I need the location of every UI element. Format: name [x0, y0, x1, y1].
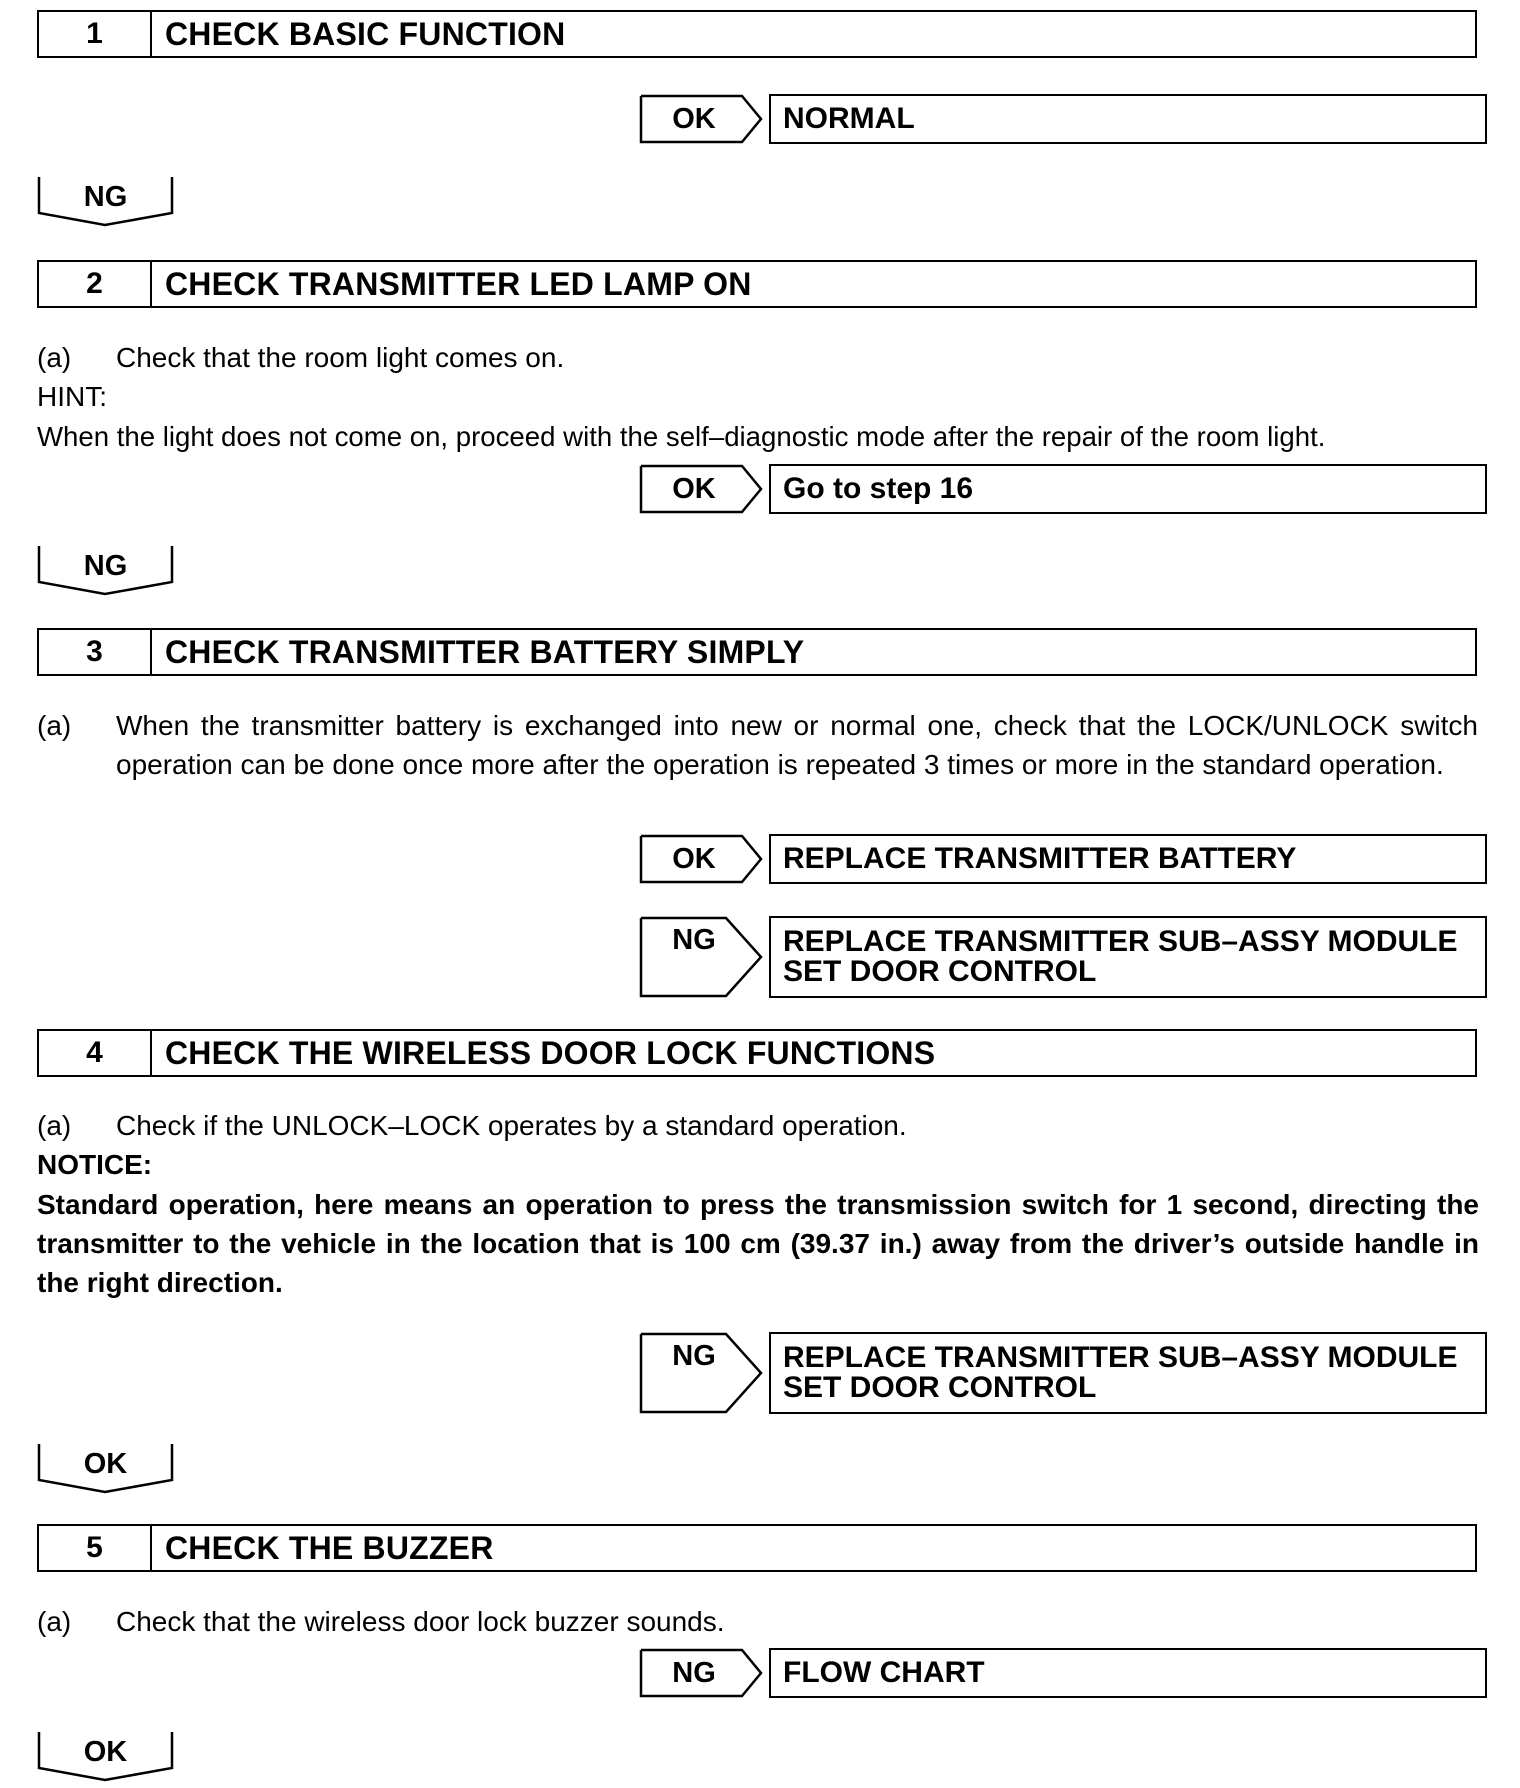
result-text: NORMAL	[783, 102, 915, 135]
item-marker: (a)	[37, 1110, 72, 1141]
step-number: 3	[39, 630, 152, 674]
item-marker: (a)	[37, 1606, 72, 1637]
ok-label: OK	[672, 103, 716, 135]
result-text-line2: SET DOOR CONTROL	[783, 955, 1097, 988]
step-2-header	[37, 260, 1477, 308]
instruction-text: Check if the UNLOCK–LOCK operates by a standard operation.	[116, 1110, 907, 1141]
step-title: CHECK TRANSMITTER LED LAMP ON	[165, 265, 752, 302]
step-title: CHECK TRANSMITTER BATTERY SIMPLY	[165, 633, 805, 670]
result-box	[769, 464, 1487, 514]
step-title: CHECK THE BUZZER	[165, 1529, 494, 1566]
result-box	[769, 1332, 1487, 1414]
result-box	[769, 94, 1487, 144]
instruction-text: Check that the room light comes on.	[116, 342, 565, 373]
ng-label: NG	[83, 549, 128, 582]
step-4-ok-arrow[interactable]	[37, 1444, 174, 1494]
step-5-ok-arrow[interactable]	[37, 1732, 174, 1782]
step-1-ng-arrow[interactable]	[37, 177, 174, 227]
result-text-line1: REPLACE TRANSMITTER SUB–ASSY MODULE	[783, 925, 1458, 958]
notice-label: NOTICE:	[37, 1149, 153, 1180]
step-number: 4	[39, 1031, 152, 1075]
step-2-ng-arrow[interactable]	[37, 546, 174, 596]
instruction-text: When the transmitter battery is exchanged into new or normal one, check that the LOCK/UNLOCK switch operation can be done once more after the operation is repeated 3 times or more in the standard operation.	[116, 710, 1478, 780]
result-text: REPLACE TRANSMITTER BATTERY	[783, 842, 1297, 875]
step-title: CHECK THE WIRELESS DOOR LOCK FUNCTIONS	[165, 1034, 936, 1071]
step-number: 2	[39, 262, 152, 306]
result-text-line1: REPLACE TRANSMITTER SUB–ASSY MODULE	[783, 1341, 1458, 1374]
step-number: 1	[39, 12, 152, 56]
step-1-header	[37, 10, 1477, 58]
step-number: 5	[39, 1526, 152, 1570]
hint-text: When the light does not come on, proceed with the self–diagnostic mode after the repair of the room light.	[37, 421, 1326, 452]
step-3-header	[37, 628, 1477, 676]
step-5-header	[37, 1524, 1477, 1572]
result-text: FLOW CHART	[783, 1656, 985, 1689]
result-box	[769, 834, 1487, 884]
ng-label: NG	[672, 1340, 716, 1372]
result-text: Go to step 16	[783, 472, 974, 505]
hint-label: HINT:	[37, 381, 107, 412]
item-marker: (a)	[37, 710, 72, 741]
result-box	[769, 916, 1487, 998]
ok-label: OK	[83, 1735, 128, 1768]
step-4-header	[37, 1029, 1477, 1077]
notice-text: Standard operation, here means an operation to press the transmission switch for 1 second, directing the transmitter to the vehicle in the location that is 100 cm (39.37 in.) away from the driver’s outside handle in the right direction.	[37, 1189, 1479, 1298]
ng-label: NG	[83, 180, 128, 213]
item-marker: (a)	[37, 342, 72, 373]
result-text-line2: SET DOOR CONTROL	[783, 1371, 1097, 1404]
ng-label: NG	[672, 924, 716, 956]
instruction-text: Check that the wireless door lock buzzer sounds.	[116, 1606, 725, 1637]
ng-label: NG	[672, 1657, 716, 1689]
ok-label: OK	[672, 473, 716, 505]
result-box	[769, 1648, 1487, 1698]
ok-label: OK	[672, 843, 716, 875]
step-title: CHECK BASIC FUNCTION	[165, 15, 566, 52]
ok-label: OK	[83, 1447, 128, 1480]
